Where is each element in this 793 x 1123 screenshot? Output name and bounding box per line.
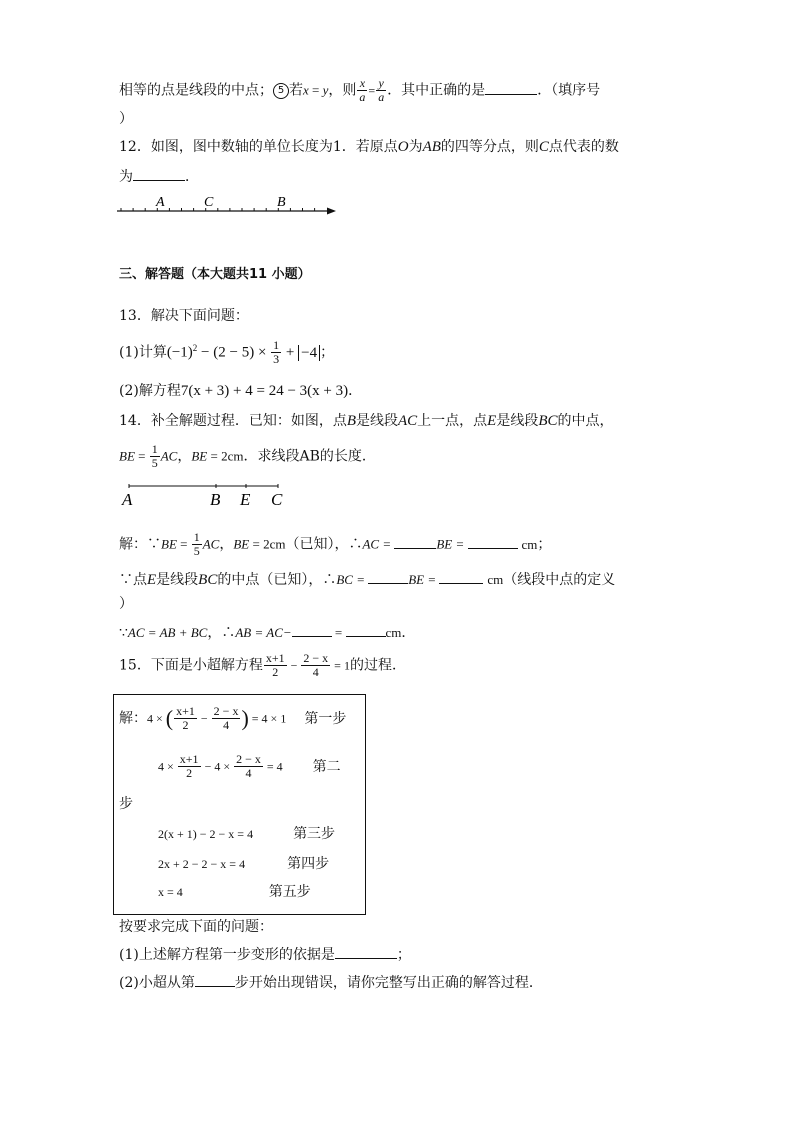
q15-step1: [119, 705, 346, 732]
section-title: 三、解答题（本大题共11 小题）: [119, 267, 311, 282]
q13-p1-exp: 2: [192, 342, 198, 353]
q15-p2-b: 步开始出现错误，请你完整写出正确的解答过程．: [234, 975, 543, 991]
q15-s5-label: 第五步: [268, 884, 311, 900]
q14-sol1-ac: AC: [202, 536, 220, 552]
q15-req: 按要求完成下面的问题：: [119, 919, 273, 935]
q14-BC: BC: [538, 413, 558, 429]
q13-p1-expr-b: − (2 − 5) ×: [197, 344, 271, 361]
q15-s2-label: 第二: [312, 758, 341, 775]
circled-number: 5: [273, 83, 289, 99]
q14-sol2-b: 是线段: [156, 572, 199, 588]
q14-blank-5[interactable]: [292, 624, 332, 637]
q13-p1-label: (1)计算: [119, 344, 167, 361]
number-line-figure: [115, 192, 340, 218]
q14-sol1-eq2: = 2cm: [249, 536, 286, 552]
q15-title-eq: = 1: [331, 658, 350, 673]
q14-E: E: [487, 413, 497, 429]
q14-text-a: 14．补全解题过程．已知：如图，点: [119, 413, 347, 429]
q14-line2: [119, 443, 376, 470]
q11-y: y: [322, 82, 329, 98]
q15-s2-frac2: $\frac{2 - x}{4}$: [236, 752, 261, 780]
q14-sol1-frac: $\frac{1}{5}$: [193, 530, 200, 558]
q14-sol2-close: ）: [119, 596, 133, 612]
q15-step4: [158, 857, 329, 871]
q12-text2: 为: [408, 139, 423, 155]
q14-eq2: = 2cm: [207, 448, 244, 464]
q15-s1-rparen: ): [241, 705, 249, 731]
q14-text-e: 的中点，: [557, 413, 614, 429]
q14-sol1-end: ；: [537, 536, 552, 553]
q14-blank-3[interactable]: [368, 571, 408, 584]
q14-sol2-be-eq: BE =: [408, 572, 440, 587]
q13-part1: [119, 339, 334, 366]
q15-title-minus: −: [287, 658, 301, 673]
q14-blank-4[interactable]: [439, 571, 483, 584]
q15-blank-2[interactable]: [195, 974, 235, 987]
q15-p1-end: ；: [396, 947, 411, 963]
q13-p1-end: ；: [320, 344, 335, 361]
q14-text-b: 是线段: [356, 413, 398, 429]
q14-blank-2[interactable]: [468, 536, 518, 549]
q14-blank-6[interactable]: [346, 624, 386, 637]
q11-frac-right: $\frac{y}{a}$: [378, 76, 385, 104]
q11-answer-blank[interactable]: [485, 82, 537, 95]
q12-text1: 12．如图，图中数轴的单位长度为1．若原点: [119, 139, 398, 155]
q15-s1-frac2: $\frac{2 - x}{4}$: [213, 704, 239, 732]
q11-text1: 相等的点是线段的中点；: [119, 82, 273, 99]
q14-sol1-ac-eq: AC =: [362, 536, 395, 552]
q15-s1-label: 第一步: [304, 710, 347, 727]
q15-jie: 解：: [119, 710, 147, 727]
q14-frac: $\frac{1}{5}$: [151, 442, 158, 470]
q12-line2-text: 为: [119, 169, 133, 185]
segment-label-e: E: [240, 490, 251, 509]
q14-sol3-expr2: AB = AC−: [235, 625, 292, 640]
q14-line1: [119, 414, 614, 429]
q14-sol3-b: ，∴: [207, 625, 236, 641]
q14-be: BE: [119, 448, 135, 464]
segment-figure: [118, 478, 298, 512]
q14-comma: ，: [177, 448, 192, 465]
q15-blank-1[interactable]: [335, 946, 397, 959]
q13-p2-label: (2)解方程: [119, 383, 181, 399]
number-line-label-c: C: [204, 195, 214, 210]
q11-close: ）: [119, 111, 133, 127]
q15-s1-pre: 4 ×: [147, 711, 166, 726]
q14-blank-1[interactable]: [394, 536, 436, 549]
q15-step3: [158, 827, 335, 841]
q13-title: 13．解决下面问题：: [119, 308, 249, 324]
q11-line: [119, 77, 600, 104]
q15-s3-expr: 2(x + 1) − 2 − x = 4: [158, 827, 254, 841]
q15-title-frac2: $\frac{2 - x}{4}$: [303, 651, 329, 679]
q14-sol3-expr: AC = AB + BC: [127, 625, 208, 640]
q14-ac: AC: [160, 448, 178, 464]
q14-sol1-cm: cm: [521, 536, 538, 552]
q12-text4: 点代表的数: [548, 139, 619, 155]
q15-s2-c: = 4: [263, 759, 283, 774]
q15-title: [119, 652, 406, 679]
q15-s1-post: = 4 × 1: [248, 711, 287, 726]
q15-s1-lparen: (: [165, 705, 174, 731]
q14-sol2-E: E: [147, 572, 157, 588]
q15-s2-frac1: $\frac{x+1}{2}$: [179, 752, 199, 780]
q11-text4: ．其中正确的是: [387, 82, 486, 99]
q15-s2-label2: 步: [119, 796, 133, 812]
q15-s4-expr: 2x + 2 − 2 − x = 4: [158, 857, 246, 871]
q14-be2: BE: [191, 448, 208, 464]
q14-eq: =: [134, 448, 149, 464]
q15-title-b: 的过程．: [349, 657, 406, 674]
q14-sol1: [119, 531, 551, 558]
q14-sol2-BC: BC: [198, 572, 218, 588]
q15-s2-a: 4 ×: [158, 759, 177, 774]
q13-p2-expr: 7(x + 3) + 4 = 24 − 3(x + 3): [180, 383, 349, 399]
q15-title-a: 15．下面是小超解方程: [119, 657, 263, 674]
q15-s2-b: − 4 ×: [201, 759, 234, 774]
q14-B: B: [346, 413, 356, 429]
q15-s4-label: 第四步: [287, 856, 330, 872]
q13-p1-abs: −4: [298, 345, 320, 361]
q15-part1: [119, 946, 411, 962]
number-line-arrow: [327, 208, 336, 215]
q11-eq: =: [308, 82, 323, 98]
q14-sol2-cm: cm: [487, 572, 504, 587]
q12-AB: AB: [422, 139, 441, 155]
q11-frac-eq: =: [368, 83, 376, 98]
q14-sol3: [119, 624, 415, 640]
q15-solution-box: [113, 694, 366, 915]
q11-text5: ．（填序号: [537, 82, 601, 99]
q14-sol2-a: ∵点: [119, 572, 147, 588]
number-line-label-b: B: [277, 195, 286, 210]
q12-answer-blank[interactable]: [133, 168, 185, 181]
q12-line1: [119, 140, 619, 155]
q11-text3: ，则: [328, 82, 357, 99]
q14-sol2-reason: （线段中点的定义: [503, 572, 616, 588]
q12-O: O: [397, 139, 409, 155]
q13-p1-frac: $\frac{1}{3}$: [273, 338, 280, 366]
number-line-label-a: A: [156, 195, 165, 210]
q14-sol2-c: 的中点（已知），∴: [217, 572, 337, 588]
q15-step2: [158, 753, 341, 780]
q15-s1-frac1: $\frac{x+1}{2}$: [176, 704, 195, 732]
q14-sol1-be2: BE: [233, 536, 250, 552]
q14-sol1-given: （已知），∴: [285, 536, 363, 553]
q14-sol2-bc-eq: BC =: [336, 572, 369, 587]
q11-x: x: [303, 82, 309, 98]
q14-sol1-eq: =: [176, 536, 191, 552]
q11-frac-left: $\frac{x}{a}$: [359, 76, 366, 104]
q11-text2: 若: [289, 82, 303, 99]
q12-C: C: [538, 139, 549, 155]
q14-sol1-a: 解：∵: [119, 536, 161, 553]
q14-sol3-end: ．: [401, 625, 416, 641]
q12-line2: [119, 168, 199, 184]
q15-s3-label: 第三步: [293, 826, 336, 842]
q15-step5: [158, 885, 311, 899]
q14-AC: AC: [398, 413, 418, 429]
q14-line2-end: ．求线段AB的长度．: [243, 448, 376, 465]
q14-sol1-be: BE: [161, 536, 177, 552]
segment-label-a: A: [122, 490, 133, 509]
segment-label-b: B: [210, 490, 221, 509]
q15-p2-a: (2)小超从第: [119, 975, 195, 991]
q15-s1-minus: −: [197, 711, 211, 726]
q13-p1-expr-a: (−1): [166, 344, 193, 361]
q15-p1-text: (1)上述解方程第一步变形的依据是: [119, 947, 335, 963]
segment-label-c: C: [271, 490, 283, 509]
q12-line2-end: ．: [185, 169, 199, 185]
q14-text-d: 是线段: [496, 413, 539, 429]
q14-sol3-cm: cm: [385, 625, 402, 640]
q15-title-frac1: $\frac{x+1}{2}$: [265, 651, 285, 679]
q14-sol3-eq: =: [331, 625, 346, 640]
q13-p1-expr-c: +: [282, 344, 299, 361]
q14-sol2: [119, 571, 615, 588]
q14-sol3-a: ∵: [119, 625, 128, 641]
q15-s5-expr: x = 4: [158, 885, 183, 899]
q13-part2: [119, 384, 362, 399]
q12-text3: 的四等分点，则: [440, 139, 539, 155]
q13-p2-end: ．: [348, 383, 363, 399]
q14-text-c: 上一点，点: [417, 413, 488, 429]
q15-part2: [119, 974, 543, 990]
q14-sol1-comma: ，: [219, 536, 234, 553]
q14-sol1-be-eq: BE =: [436, 536, 468, 552]
